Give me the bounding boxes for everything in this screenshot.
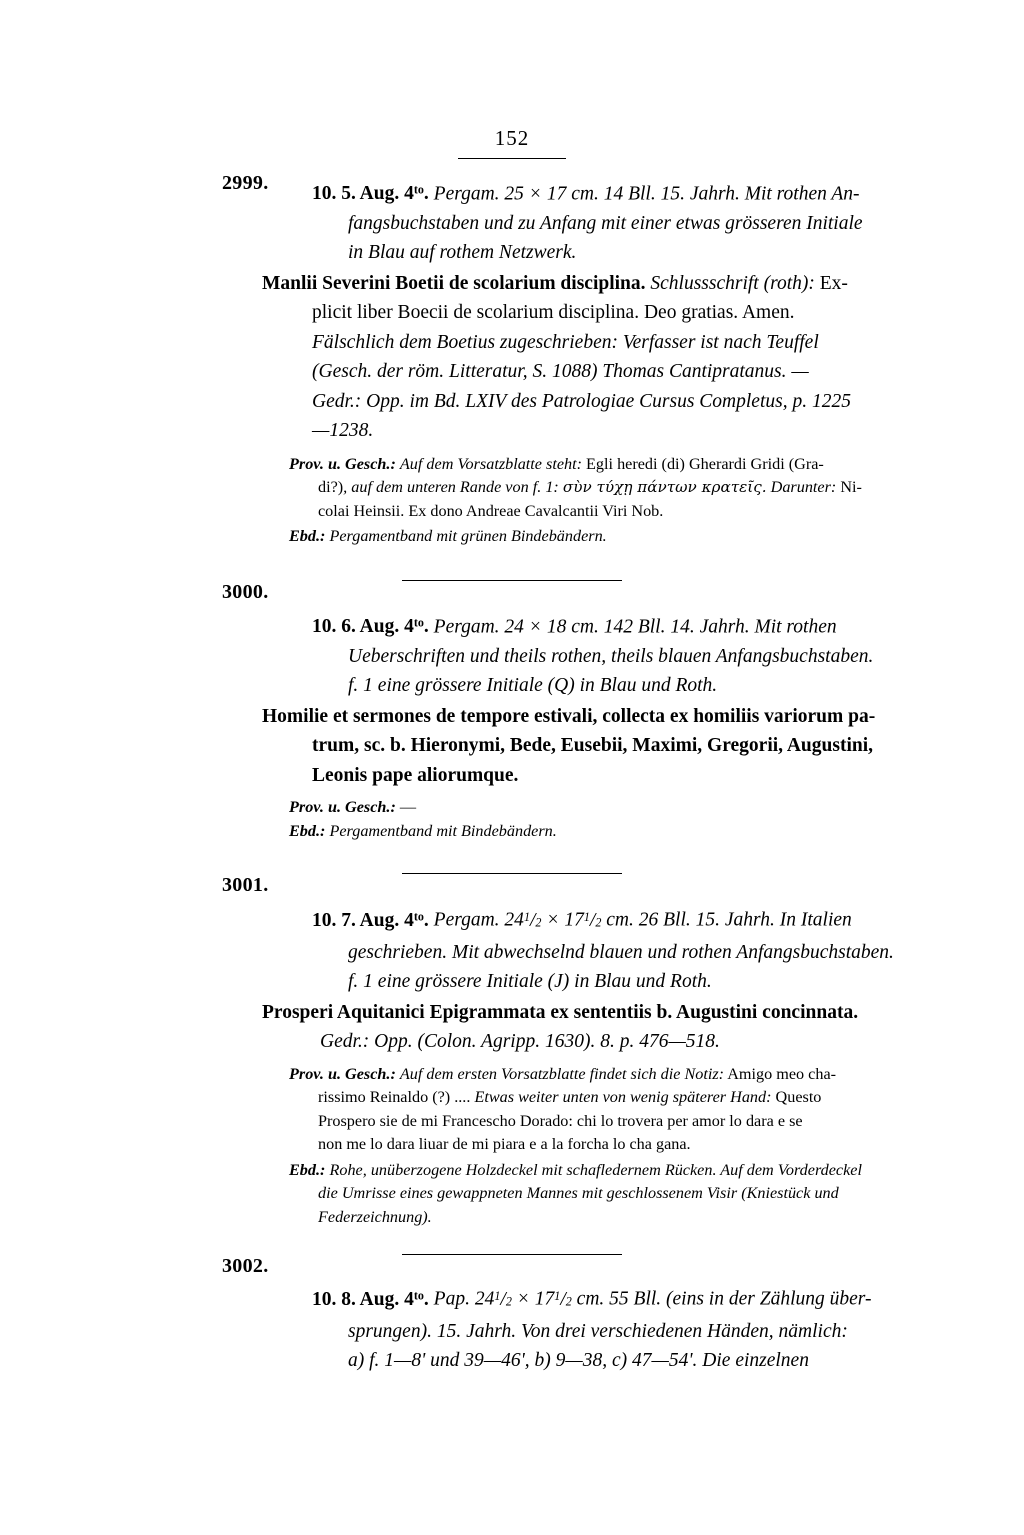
entry-number: 2999. — [222, 172, 269, 194]
title-line: Leonis pape aliorumque. — [312, 764, 519, 786]
description-line: f. 1 eine grössere Initiale (J) in Blau und Roth. — [348, 971, 712, 993]
title-line: Manlii Severini Boetii de scolarium disciplina. Schlussschrift (roth): Ex- — [262, 272, 848, 294]
note-line: Prospero sie de mi Francescho Dorado: chi lo trovera per amor lo dara e se — [318, 1111, 803, 1130]
description-line: in Blau auf rothem Netzwerk. — [348, 242, 577, 264]
entry-notes — [289, 796, 1024, 843]
entry-notes — [289, 453, 1024, 549]
note-line: Prov. u. Gesch.: — — [289, 798, 417, 817]
page-header — [0, 128, 1024, 159]
title-line: trum, sc. b. Hieronymi, Bede, Eusebii, Maximi, Gregorii, Augustini, — [312, 735, 873, 757]
title-line: Gedr.: Opp. (Colon. Agripp. 1630). 8. p. 476—518. — [320, 1031, 720, 1053]
description-line: 10. 8. Aug. $4^{to}$. Pap. $24^1/_2 \times 17^1/_2$ cm. 55 Bll. (eins in der Zählung über- — [312, 1288, 872, 1310]
note-line: die Umrisse eines gewappneten Mannes mit geschlossenem Visir (Kniestück und — [318, 1184, 839, 1203]
entry-title — [262, 269, 1024, 446]
note-line: rissimo Reinaldo (?) .... Etwas weiter unten von wenig späterer Hand: Questo — [318, 1088, 822, 1107]
note-line: di?), auf dem unteren Rande von f. 1: σὺν τύχῃ πάντων κρατεῖς. Darunter: Ni- — [318, 478, 862, 497]
entry-description — [312, 609, 1024, 701]
description-line: f. 1 eine grössere Initiale (Q) in Blau und Roth. — [348, 675, 718, 697]
note-line: Ebd.: Pergamentband mit grünen Bindebändern. — [289, 527, 607, 546]
title-line: plicit liber Boecii de scolarium disciplina. Deo gratias. Amen. — [312, 302, 795, 324]
catalog-entries — [0, 172, 1024, 1376]
description-line: geschrieben. Mit abwechselnd blauen und rothen Anfangsbuchstaben. — [348, 941, 894, 963]
note-line: Prov. u. Gesch.: Auf dem Vorsatzblatte steht: Egli heredi (di) Gherardi Gridi (Gra- — [289, 454, 824, 473]
title-line: Gedr.: Opp. im Bd. LXIV des Patrologiae Cursus Completus, p. 1225 — [312, 390, 851, 412]
description-line: Ueberschriften und theils rothen, theils blauen Anfangsbuchstaben. — [348, 645, 874, 667]
entry-number: 3001. — [222, 874, 269, 897]
description-line: fangsbuchstaben und zu Anfang mit einer etwas grösseren Initiale — [348, 212, 863, 234]
catalog-entry — [0, 874, 1024, 1255]
catalog-entry — [0, 172, 1024, 581]
title-line: (Gesch. der röm. Litteratur, S. 1088) Thomas Cantipratanus. — — [312, 361, 809, 383]
title-line: Fälschlich dem Boetius zugeschrieben: Verfasser ist nach Teuffel — [312, 331, 819, 353]
note-line: Ebd.: Rohe, unüberzogene Holzdeckel mit schafledernem Rücken. Auf dem Vorderdeckel — [289, 1160, 862, 1179]
entry-title — [262, 702, 1024, 791]
note-line: Federzeichnung). — [318, 1207, 432, 1226]
description-line: 10. 6. Aug. $4^{to}$. Pergam. 24 × 18 cm. 142 Bll. 14. Jahrh. Mit rothen — [312, 615, 837, 638]
title-line: —1238. — [312, 420, 374, 442]
description-line: 10. 7. Aug. $4^{to}$. Pergam. $24^1/_2 \times 17^1/_2$ cm. 26 Bll. 15. Jahrh. In Italien — [312, 909, 852, 931]
description-line: sprungen). 15. Jahrh. Von drei verschiedenen Händen, nämlich: — [348, 1320, 848, 1342]
catalog-entry — [0, 581, 1024, 874]
entry-description — [312, 902, 1024, 997]
note-line: colai Heinsii. Ex dono Andreae Cavalcantii Viri Nob. — [318, 501, 664, 520]
title-line: Homilie et sermones de tempore estivali, collecta ex homiliis variorum pa- — [262, 705, 876, 727]
entry-notes — [289, 1063, 1024, 1230]
note-line: Ebd.: Pergamentband mit Bindebändern. — [289, 821, 557, 840]
note-line: non me lo dara liuar de mi piara e a la forcha lo cha gana. — [318, 1135, 691, 1154]
page-number: 152 — [494, 126, 530, 150]
description-line: a) f. 1—8' und 39—46', b) 9—38, c) 47—54'. Die einzelnen — [348, 1350, 809, 1372]
entry-title — [262, 998, 1024, 1057]
catalog-entry — [0, 1255, 1024, 1376]
note-line: Prov. u. Gesch.: Auf dem ersten Vorsatzblatte findet sich die Notiz: Amigo meo cha- — [289, 1064, 837, 1083]
entry-description — [312, 1281, 1024, 1376]
header-rule — [458, 158, 566, 159]
description-line: 10. 5. Aug. $4^{to}$. Pergam. 25 × 17 cm. 14 Bll. 15. Jahrh. Mit rothen An- — [312, 183, 860, 205]
entry-description — [312, 176, 1024, 268]
title-line: Prosperi Aquitanici Epigrammata ex sententiis b. Augustini concinnata. — [262, 1001, 859, 1023]
entry-number: 3000. — [222, 580, 269, 603]
entry-number: 3002. — [222, 1255, 269, 1278]
